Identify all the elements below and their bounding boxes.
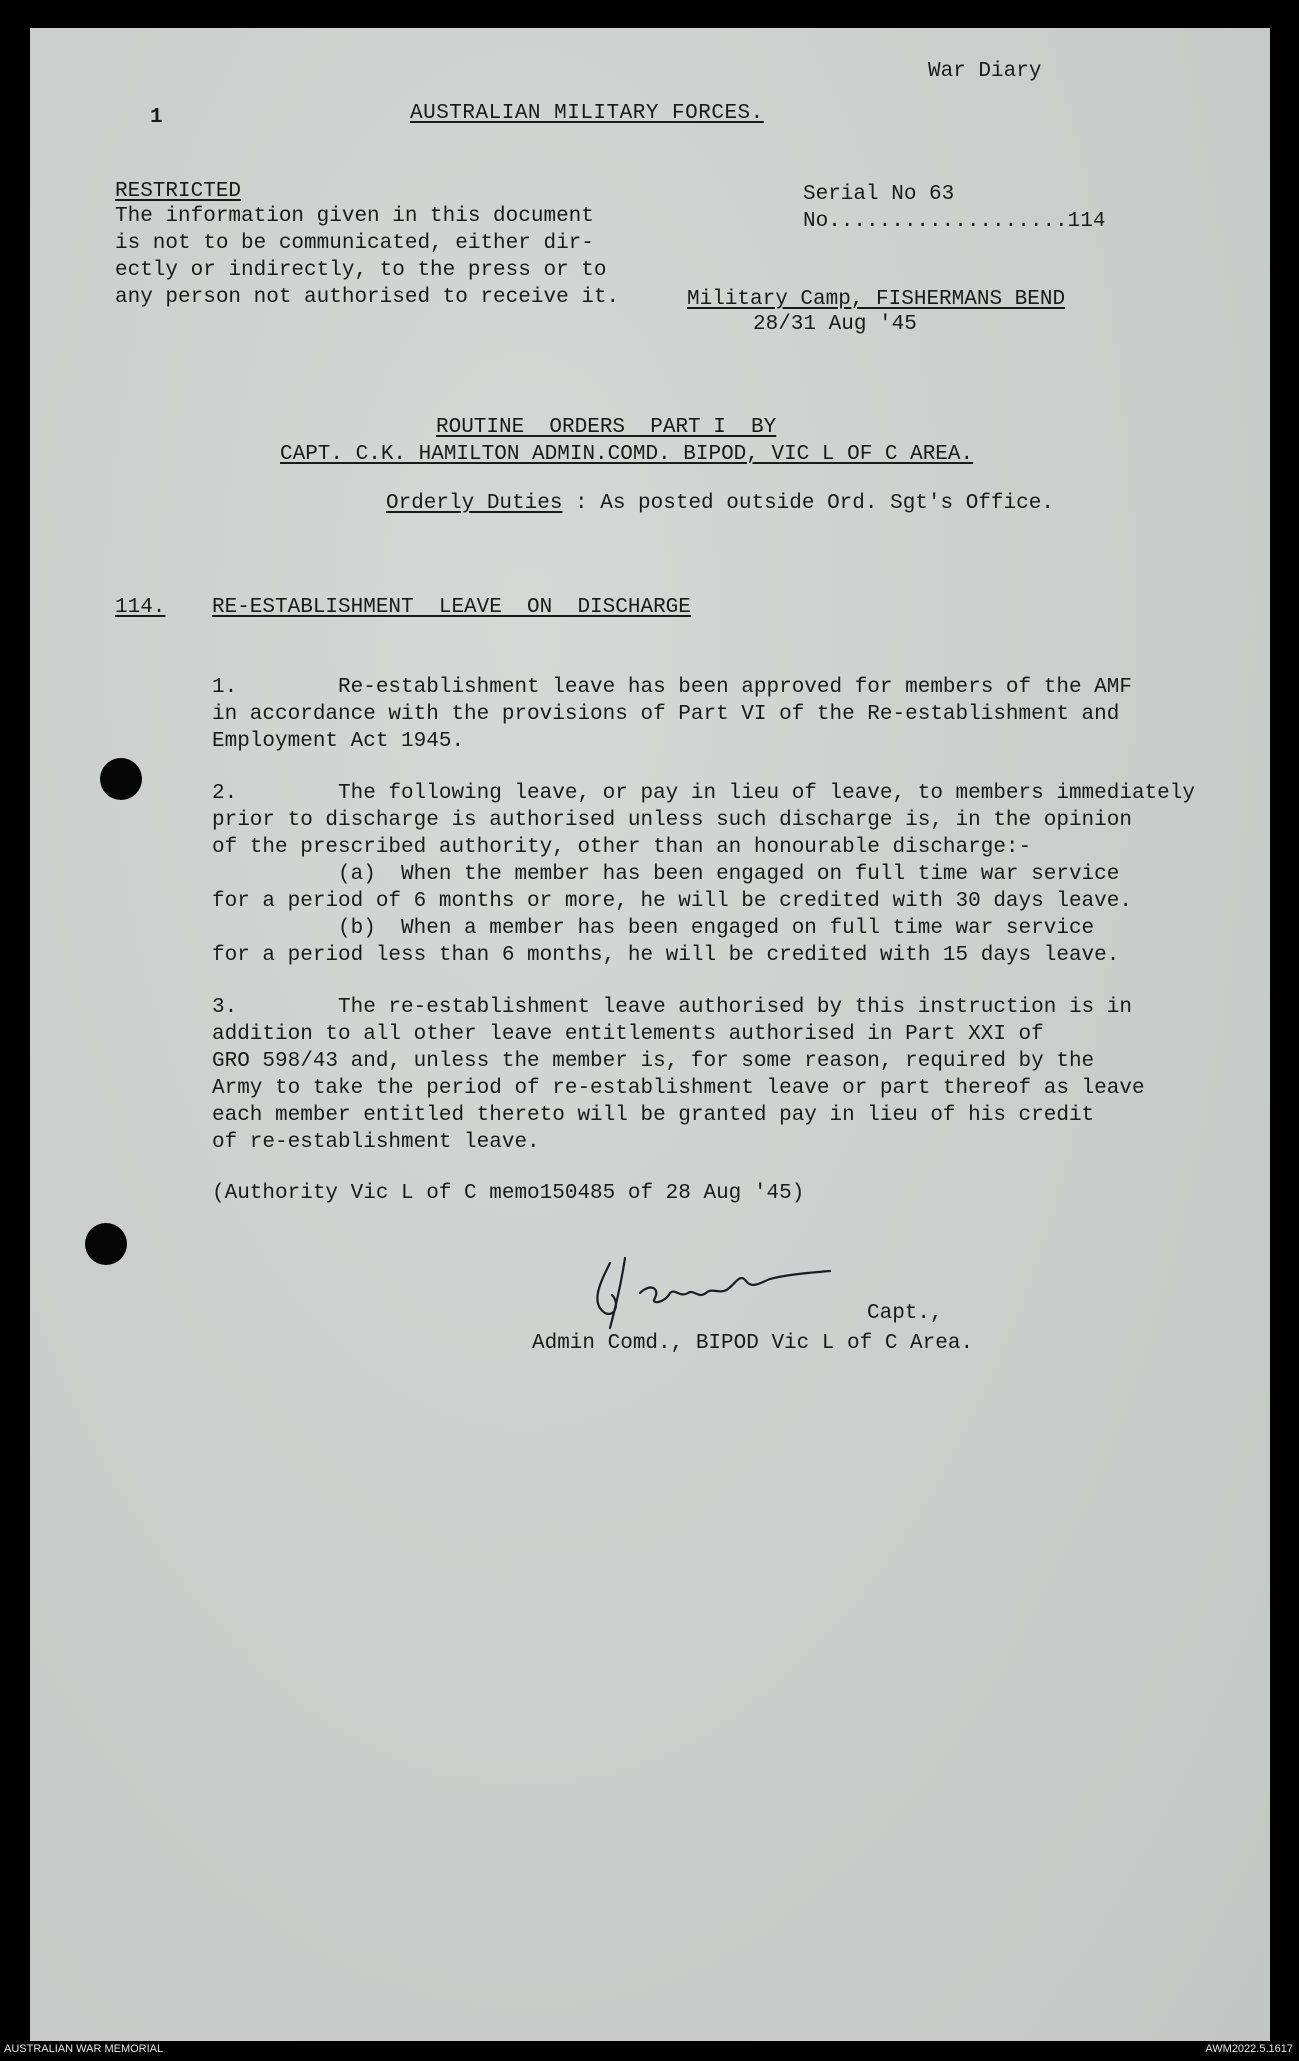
orders-title: ROUTINE ORDERS PART I BY bbox=[436, 416, 777, 439]
body-line: each member entitled thereto will be granted pay in lieu of his credit bbox=[212, 1104, 1095, 1127]
body-line: (a) When the member has been engaged on full time war service bbox=[212, 863, 1120, 886]
punch-hole bbox=[100, 758, 142, 800]
signatory-rank: Capt., bbox=[867, 1302, 943, 1325]
punch-hole bbox=[85, 1223, 127, 1265]
restricted-line: ectly or indirectly, to the press or to bbox=[115, 259, 607, 282]
footer-right: AWM2022.5.1617 bbox=[1205, 2043, 1293, 2055]
item-number: 114. bbox=[115, 596, 166, 619]
footer-left: AUSTRALIAN WAR MEMORIAL bbox=[4, 2043, 164, 2055]
orders-issuer: CAPT. C.K. HAMILTON ADMIN.COMD. BIPOD, VIC L OF C AREA. bbox=[280, 443, 974, 466]
body-line: 1. Re-establishment leave has been approved for members of the AMF bbox=[212, 676, 1132, 699]
duties-text: : As posted outside Ord. Sgt's Office. bbox=[562, 492, 1054, 515]
order-date: 28/31 Aug '45 bbox=[753, 313, 917, 336]
body-line: Army to take the period of re-establishment leave or part thereof as leave bbox=[212, 1077, 1145, 1100]
restricted-label: RESTRICTED bbox=[115, 180, 242, 203]
duties-label: Orderly Duties bbox=[386, 492, 563, 515]
body-line: GRO 598/43 and, unless the member is, for some reason, required by the bbox=[212, 1050, 1095, 1073]
orderly-duties bbox=[386, 490, 1054, 517]
war-diary-label: War Diary bbox=[928, 60, 1042, 83]
body-line: addition to all other leave entitlements authorised in Part XXI of bbox=[212, 1023, 1044, 1046]
authority-line: (Authority Vic L of C memo150485 of 28 Aug '45) bbox=[212, 1182, 805, 1205]
body-line: in accordance with the provisions of Part VI of the Re-establishment and bbox=[212, 703, 1120, 726]
document-page bbox=[30, 28, 1270, 2041]
org-heading: AUSTRALIAN MILITARY FORCES. bbox=[410, 102, 764, 125]
body-line: prior to discharge is authorised unless such discharge is, in the opinion bbox=[212, 809, 1132, 832]
body-line: of the prescribed authority, other than an honourable discharge:- bbox=[212, 836, 1032, 859]
item-heading: RE-ESTABLISHMENT LEAVE ON DISCHARGE bbox=[212, 596, 691, 619]
signatory-appointment: Admin Comd., BIPOD Vic L of C Area. bbox=[532, 1332, 974, 1355]
body-line: for a period of 6 months or more, he will be credited with 30 days leave. bbox=[212, 890, 1132, 913]
body-line: Employment Act 1945. bbox=[212, 730, 465, 753]
body-line: (b) When a member has been engaged on full time war service bbox=[212, 917, 1095, 940]
order-number: No...................114 bbox=[803, 210, 1106, 233]
body-line: of re-establishment leave. bbox=[212, 1131, 540, 1154]
body-line: 3. The re-establishment leave authorised by this instruction is in bbox=[212, 996, 1132, 1019]
restricted-line: any person not authorised to receive it. bbox=[115, 286, 620, 309]
serial-number: Serial No 63 bbox=[803, 183, 955, 206]
restricted-line: is not to be communicated, either dir- bbox=[115, 232, 594, 255]
body-line: for a period less than 6 months, he will be credited with 15 days leave. bbox=[212, 944, 1120, 967]
restricted-line: The information given in this document bbox=[115, 205, 594, 228]
body-line: 2. The following leave, or pay in lieu of leave, to members immediately bbox=[212, 782, 1195, 805]
page-mark: 1 bbox=[150, 106, 163, 129]
handwritten-signature bbox=[570, 1243, 890, 1333]
camp-location: Military Camp, FISHERMANS BEND bbox=[687, 288, 1066, 311]
